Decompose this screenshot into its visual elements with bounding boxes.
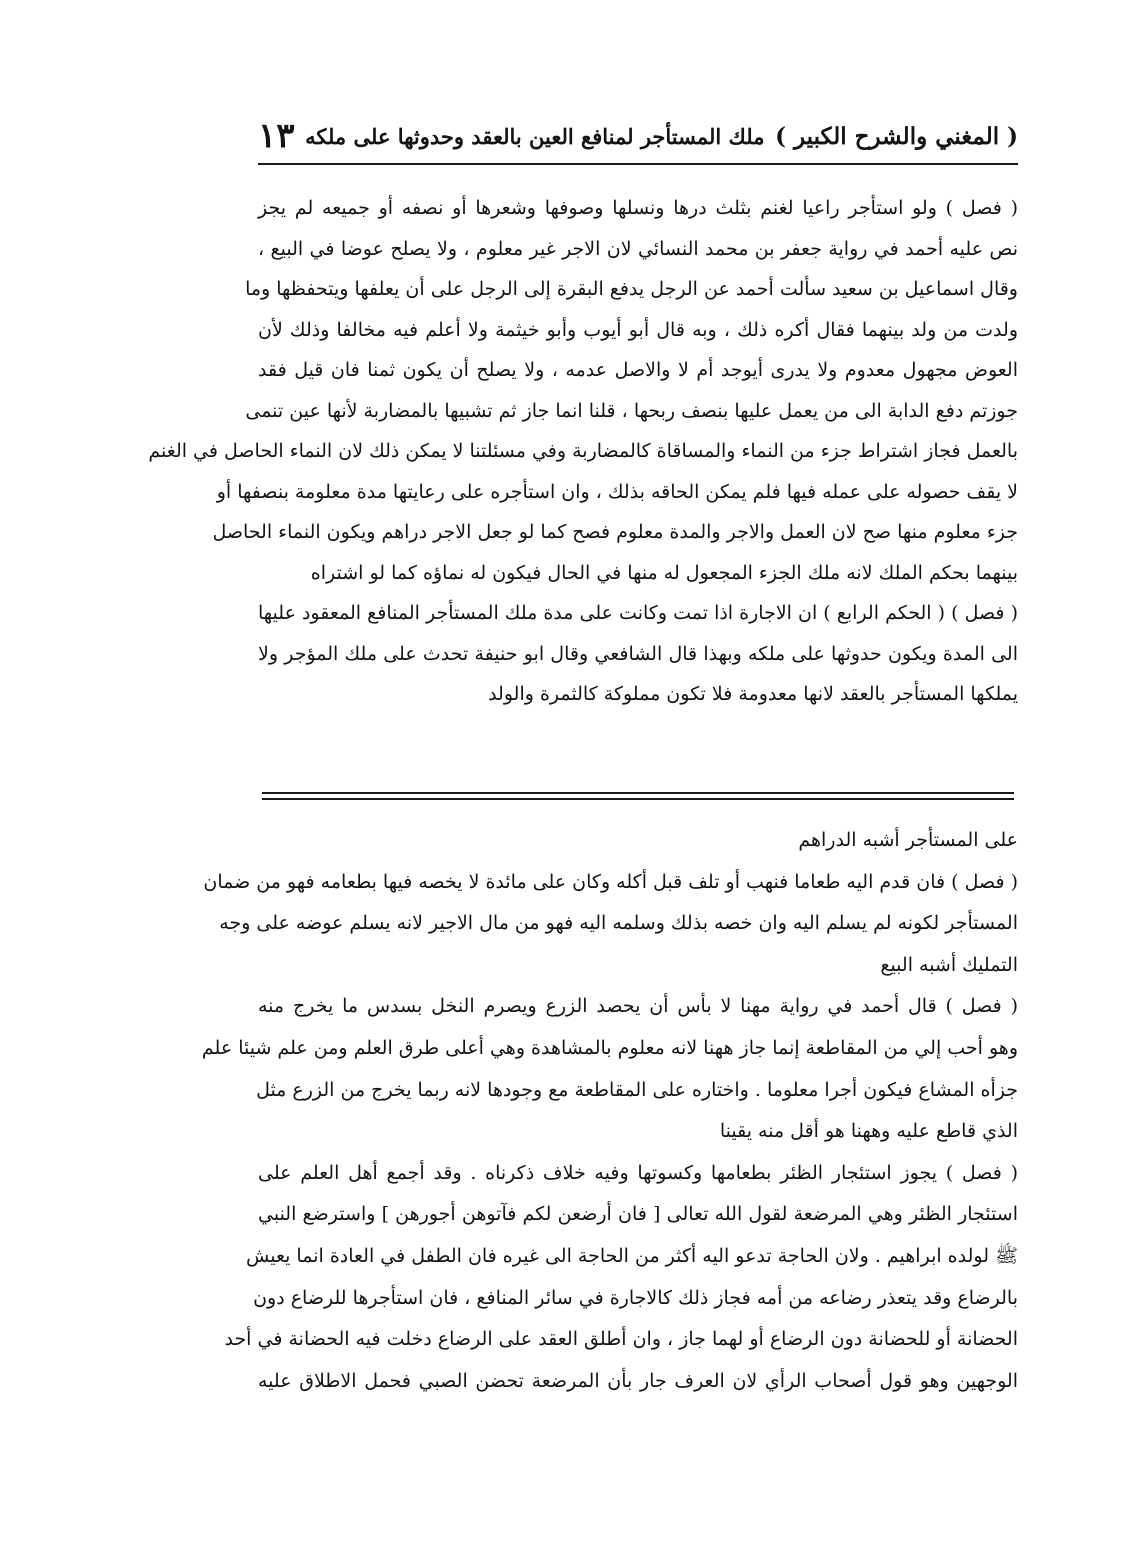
- page-header: [258, 112, 1018, 160]
- text-line: وقال اسماعيل بن سعيد سألت أحمد عن الرجل يدفع البقرة إلى الرجل على أن يعلفها ويتحفظها وما: [245, 278, 1018, 300]
- text-line: الى المدة ويكون حدوثها على ملكه وبهذا قال الشافعي وقال ابو حنيفة تحدث على ملك المؤجر ولا: [258, 642, 1018, 665]
- text-line: بالعمل فجاز اشتراط جزء من النماء والمساقاة كالمضاربة وفي مسئلتنا لا يمكن ذلك لان النماء الحاصل في الغنم: [148, 440, 1018, 462]
- chapter-title: ملك المستأجر لمنافع العين بالعقد وحدوثها على ملكه: [305, 123, 765, 149]
- text-line: العوض مجهول معدوم ولا يدرى أيوجد أم لا والاصل عدمه ، ولا يصلح أن يكون ثمنا فان قيل فقد: [258, 359, 1018, 381]
- text-line: بينهما بحكم الملك لانه ملك الجزء المجعول له منها في الحال فيكون له نماؤه كما لو اشتراه: [310, 561, 1018, 584]
- section-divider: [262, 792, 1014, 800]
- upper-text-block: [148, 188, 1018, 715]
- header-rule: [258, 163, 1018, 165]
- text-line: ( فصل ) ولو استأجر راعيا لغنم بثلث درها ونسلها وصوفها وشعرها أو نصفه أو جميعه لم يجز: [258, 197, 1018, 219]
- text-line: نص عليه أحمد في رواية جعفر بن محمد النسائي لان الاجر غير معلوم ، ولا يصلح عوضا في البيع ،: [258, 237, 1018, 260]
- text-line: ( فصل ) فان قدم اليه طعاما فنهب أو تلف قبل أكله وكان على مائدة لا يخصه فيها بطعامه فهو من ضمان: [203, 870, 1018, 893]
- text-line: ( فصل ) قال أحمد في رواية مهنا لا بأس أن يحصد الزرع ويصرم النخل بسدس ما يخرج منه: [258, 995, 1018, 1018]
- text-line: وهو أحب إلي من المقاطعة إنما جاز ههنا لانه معلوم بالمشاهدة وهي أعلى طرق العلم ومن علم شيئا علم: [201, 1036, 1018, 1059]
- text-line: على المستأجر أشبه الدراهم: [798, 829, 1018, 851]
- text-line: ﷺ لولده ابراهيم . ولان الحاجة تدعو اليه أكثر من الحاجة الى غيره فان الطفل في العادة انما يعيش: [245, 1244, 1018, 1267]
- text-line: الوجهين وهو قول أصحاب الرأي لان العرف جار بأن المرضعة تحضن الصبي فحمل الاطلاق عليه: [258, 1369, 1018, 1392]
- running-title: ( المغني والشرح الكبير ): [775, 122, 1018, 150]
- text-line: بالرضاع وقد يتعذر رضاعه من أمه فجاز ذلك كالاجارة في سائر المنافع ، فان استأجرها للرضاع دون: [253, 1286, 1018, 1309]
- text-line: الذي قاطع عليه وههنا هو أقل منه يقينا: [719, 1120, 1018, 1143]
- text-line: ( فصل ) ( الحكم الرابع ) ان الاجارة اذا تمت وكانت على مدة ملك المستأجر المنافع المعقود عليها: [258, 602, 1018, 624]
- text-line: المستأجر لكونه لم يسلم اليه وان خصه بذلك وسلمه اليه فهو من مال الاجير لانه يسلم عوضه على وجه: [219, 912, 1018, 935]
- text-line: جزأه المشاع فيكون أجرا معلوما . واختاره على المقاطعة مع وجودها لانه ربما يخرج من الزرع مثل: [256, 1078, 1018, 1101]
- text-line: ولدت من ولد بينهما فقال أكره ذلك ، وبه قال أبو أيوب وأبو خيثمة ولا أعلم فيه مخالفا وذلك لأن: [258, 318, 1018, 341]
- text-line: الحضانة أو للحضانة دون الرضاع أو لهما جاز ، وان أطلق العقد على الرضاع دخلت فيه الحضانة في أحد: [224, 1328, 1018, 1351]
- lower-text-block: [201, 820, 1018, 1402]
- text-line: استئجار الظئر وهي المرضعة لقول الله تعالى [ فان أرضعن لكم فآتوهن أجورهن ] واسترضع النبي: [258, 1203, 1018, 1226]
- text-line: التمليك أشبه البيع: [880, 953, 1018, 976]
- text-line: ( فصل ) يجوز استئجار الظئر بطعامها وكسوتها وفيه خلاف ذكرناه . وقد أجمع أهل العلم على: [258, 1161, 1018, 1184]
- page-number: ١٣: [258, 116, 295, 156]
- text-line: لا يقف حصوله على عمله فيها فلم يمكن الحاقه بذلك ، وان استأجره على رعايتها مدة معلومة بنصفها أو: [216, 480, 1018, 503]
- text-line: جوزتم دفع الدابة الى من يعمل عليها بنصف ربحها ، قلنا انما جاز ثم تشبيها بالمضاربة لأنها عين تنمى: [245, 399, 1018, 422]
- text-line: يملكها المستأجر بالعقد لانها معدومة فلا تكون مملوكة كالثمرة والولد: [488, 683, 1018, 705]
- text-line: جزء معلوم منها صح لان العمل والاجر والمدة معلوم فصح كما لو جعل الاجر دراهم ويكون النماء الحاصل: [212, 521, 1018, 543]
